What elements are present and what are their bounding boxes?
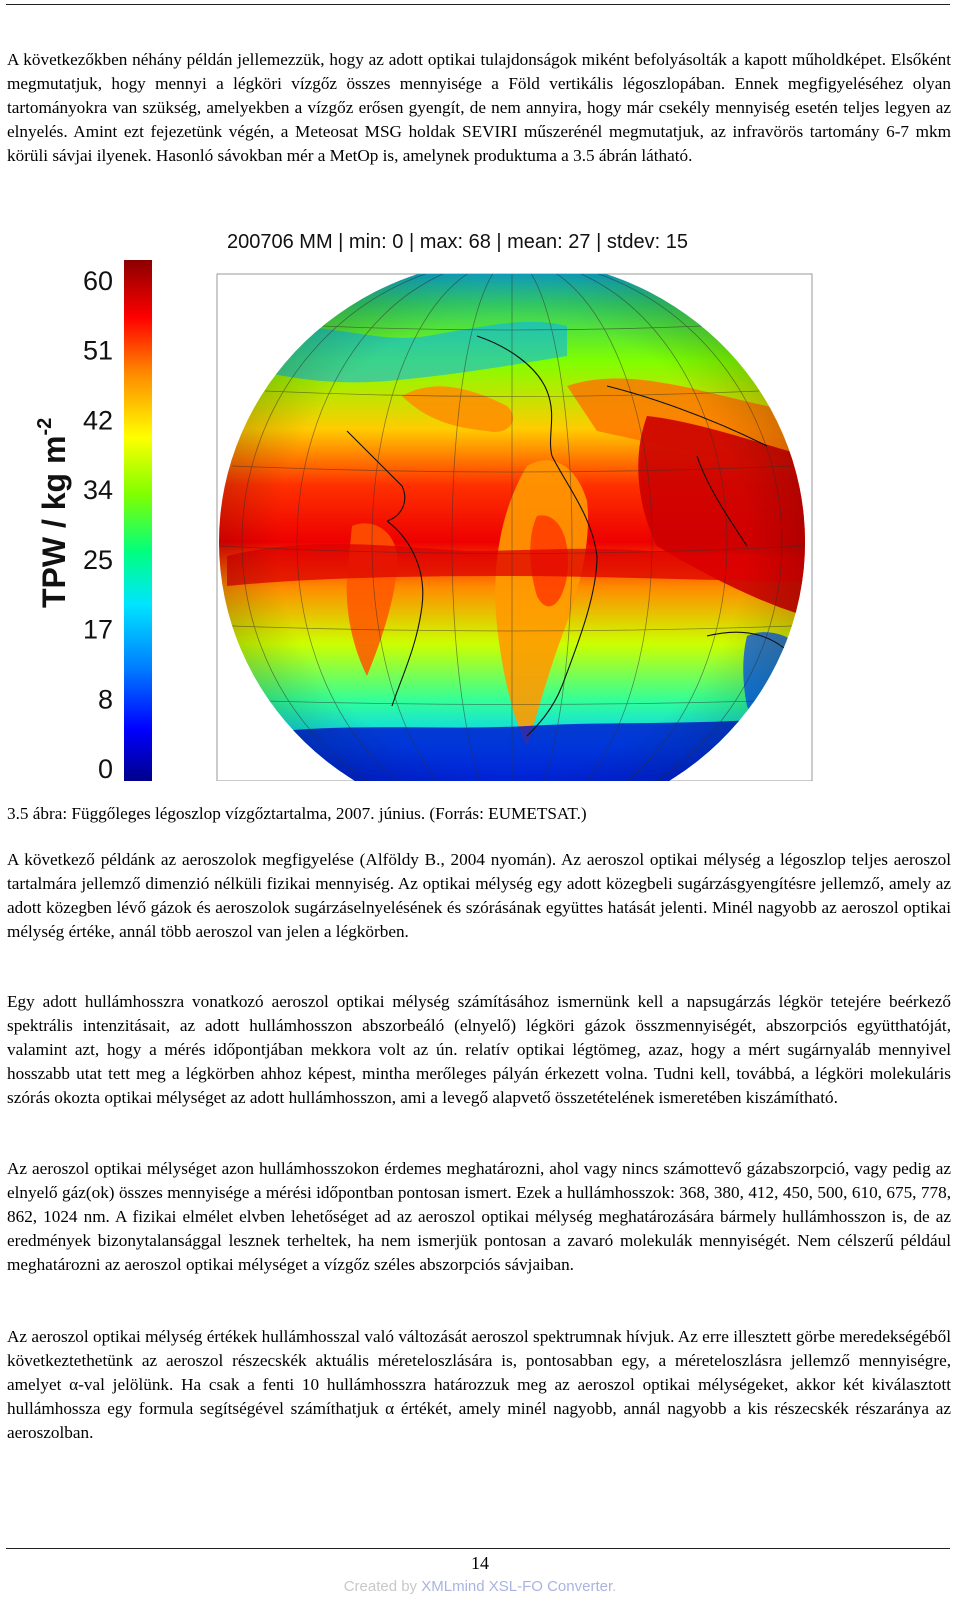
paragraph-1: A következőkben néhány példán jellemezzük, hogy az adott optikai tulajdonságok miként befolyásolták a kapott műholdképet. Elsőként megmutatjuk, hogy mennyi a légköri vízgőz összes mennyisége a Föld vertikális légoszlopában. Ennek megfigyeléséhez olyan tartományokra van szükség, amelyekben a vízgőz erősen gyengít, de nem annyira, hogy már csekély mennyiség esetén teljes legyen az elnyelés. Amint ezt fejezetünk végén, a Meteosat MSG holdak SEVIRI műszerénél megmutatjuk, az infravörös tartomány 6-7 mkm körüli sávjai ilyenek. Hasonló sávokban mér a MetOp is, amelynek produktuma a 3.5 ábrán látható. — [7, 50, 951, 166]
colorbar-tick-label: 8 — [97, 684, 113, 715]
paragraph-4: Az aeroszol optikai mélységet azon hullámhosszokon érdemes meghatározni, ahol vagy nincs számottevő gázabszorpció, vagy pedig az elnyelő gáz(ok) összes mennyisége a mérési időpontban pontosan ismert. Ezek a hullámhosszok: 368, 380, 412, 450, 500, 610, 675, 778, 862, 1024 nm. A fizikai elmélet elvben lehetőséget ad az aeroszol optikai mélység meghatározására bármely hullámhosszon is, de az eredmények bizonytalansággal lesznek terheltek, ha nem ismerjük pontosan a zavaró molekulák mennyiségét. Nem célszerű például meghatározni az aeroszol optikai mélységet a vízgőz széles abszorpciós sávjaiban. — [7, 1159, 951, 1275]
colorbar-tick-label: 0 — [97, 754, 113, 781]
paragraph-2: A következő példánk az aeroszolok megfigyelése (Alföldy B., 2004 nyomán). Az aeroszol optikai mélység a légoszlop teljes aeroszol tartalmára jellemző dimenzió nélküli fizikai mennyiség. Az optikai mélység egy adott közegbeli sugárzásgyengítésre jellemző, amely az adott közegben lévő gázok és aeroszolok sugárzáselnyelésének és szórásának együttes hatását jelenti. Minél nagyobb az aeroszol optikai mélység értéke, annál több aeroszol van jelen a légkörben. — [7, 850, 951, 942]
paragraph-5: Az aeroszol optikai mélység értékek hullámhosszal való változását aeroszol spektrumnak hívjuk. Az erre illesztett görbe meredekségéből következtethetünk az aeroszol részecskék aktuális méreteloszlására is, pontosabban egy, a méreteloszlásra jellemző mennyiségre, amelyet α-val jelölünk. Ha csak a fenti 10 hullámhosszra határozzuk meg az aeroszol optikai mélységeket, akkor két kiválasztott hullámhossza egy formula segítségével számíthatjuk α értékét, amely minél nagyobb, annál nagyobb a kis részecskék részaránya az aeroszolban. — [7, 1327, 951, 1443]
colorbar-tick-label: 42 — [82, 405, 113, 436]
figure-caption: 3.5 ábra: Függőleges légoszlop vízgőztartalma, 2007. június. (Forrás: EUMETSAT.) — [7, 804, 587, 823]
colorbar-ticks — [83, 266, 113, 781]
tpw-figure — [7, 216, 813, 781]
bottom-rule — [6, 1548, 950, 1549]
colorbar-tick-label: 17 — [82, 614, 113, 645]
colorbar-tick-label: 51 — [82, 335, 113, 366]
top-rule — [6, 4, 950, 5]
footer-period: . — [612, 1578, 617, 1595]
colorbar — [124, 260, 152, 781]
colorbar-tick-label: 25 — [82, 544, 113, 575]
converter-link[interactable]: XMLmind XSL-FO Converter — [421, 1578, 613, 1595]
globe-map — [219, 259, 807, 781]
paragraph-3: Egy adott hullámhosszra vonatkozó aeroszol optikai mélység számításához ismernünk kell a napsugárzás légkör tetejére beérkező spektrális intenzitásait, az adott hullámhosszon abszorbeáló (elnyelő) légköri gázok összmennyiségét, abszorpciós együtthatóját, valamint azt, hogy a mérés időpontjában mekkora volt az ún. relatív optikai légtömeg, azaz, hogy a mért sugárnyaláb mennyivel hosszabb utat tett meg a légkörben ahhoz képest, mintha merőleges pályán érkezett volna. Tudni kell, továbbá, a légköri molekuláris szórás okozta optikai mélységet az adott hullámhosszon, ami a levegő alapvető összetételének ismeretében kiszámítható. — [7, 992, 951, 1108]
page-number: 14 — [471, 1553, 489, 1573]
generator-footer — [0, 1578, 960, 1595]
colorbar-tick-label: 34 — [82, 475, 113, 506]
footer-created-by: Created by — [343, 1578, 422, 1595]
figure-title: 200706 MM | min: 0 | max: 68 | mean: 27 | stdev: 15 — [227, 231, 689, 253]
colorbar-tick-label: 60 — [82, 266, 113, 296]
colorbar-axis-label: TPW / kg $m^{-2}$ — [34, 417, 72, 608]
